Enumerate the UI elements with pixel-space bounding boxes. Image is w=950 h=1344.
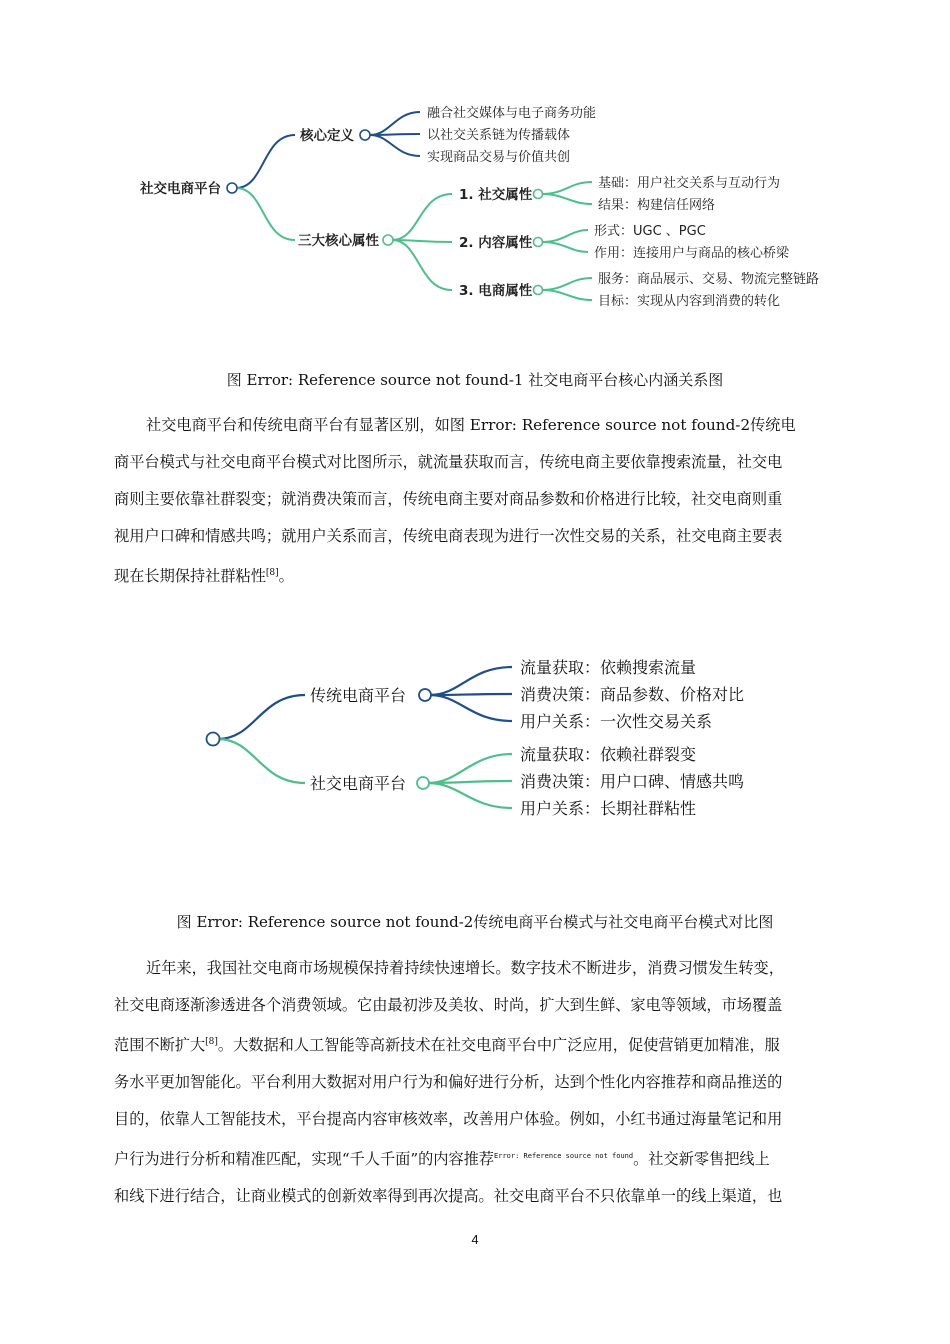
para2-line-2: 社交电商逐渐渗透进各个消费领域。它由最初涉及美妆、时尚，扩大到生鲜、家电等领域，市场覆盖 bbox=[114, 996, 783, 1014]
attr3-item-1: 服务：商品展示、交易、物流完整链路 bbox=[598, 272, 820, 287]
edge-a2-1 bbox=[542, 230, 588, 242]
core-node-circle bbox=[360, 130, 370, 140]
figure-2-caption: 图 Error: Reference source not found-2传统电商平台模式与社交电商平台模式对比图 bbox=[176, 913, 774, 931]
edge-trad-3 bbox=[430, 695, 512, 721]
para2-line-6-a: 户行为进行分析和精准匹配，实现“千人千面”的内容推荐 bbox=[114, 1150, 495, 1168]
page-number: 4 bbox=[471, 1232, 479, 1247]
para2-line-6 bbox=[114, 1138, 860, 1178]
edge-a2-2 bbox=[542, 242, 588, 252]
trad-item-1: 流量获取：依赖搜索流量 bbox=[520, 658, 697, 677]
trad-item-2: 消费决策：商品参数、价格对比 bbox=[520, 685, 745, 704]
attr1-item-2: 结果：构建信任网络 bbox=[598, 198, 716, 213]
attrs-node-circle bbox=[383, 235, 393, 245]
attr1-label: 1. 社交属性 bbox=[459, 187, 533, 203]
edge-root-attrs bbox=[236, 188, 295, 240]
citation-8b: [8] bbox=[205, 1037, 218, 1047]
edge-attrs-3 bbox=[392, 240, 452, 290]
core-item-2: 以社交关系链为传播载体 bbox=[427, 128, 571, 143]
para2-line-4: 务水平更加智能化。平台利用大数据对用户行为和偏好进行分析，达到个性化内容推荐和商品推送的 bbox=[114, 1073, 783, 1091]
edge-soc-1 bbox=[428, 754, 512, 783]
para1-line-3: 商则主要依靠社群裂变；就消费决策而言，传统电商主要对商品参数和价格进行比较，社交电商则重 bbox=[114, 490, 783, 508]
para2-line-7: 和线下进行结合，让商业模式的创新效率得到再次提高。社交电商平台不只依靠单一的线上渠道，也 bbox=[114, 1187, 783, 1205]
edge-a1-2 bbox=[542, 194, 592, 204]
edge-core-2 bbox=[370, 134, 420, 135]
para2-line-3-b: 。大数据和人工智能等高新技术在社交电商平台中广泛应用，促使营销更加精准，服 bbox=[217, 1036, 780, 1054]
edge-a1-1 bbox=[542, 182, 592, 194]
para1-line-1: 社交电商平台和传统电商平台有显著区别，如图 Error: Reference source not found-2传统电 bbox=[146, 416, 796, 434]
edge-attrs-1 bbox=[392, 194, 452, 240]
edge-root-traditional bbox=[218, 695, 305, 739]
citation-error: Error: Reference source not found bbox=[494, 1152, 634, 1160]
citation-8: [8] bbox=[265, 568, 279, 578]
attrs-label: 三大核心属性 bbox=[298, 233, 379, 249]
traditional-node-circle bbox=[419, 689, 431, 701]
edge-a3-2 bbox=[542, 290, 592, 300]
para2-line-6-b: 。社交新零售把线上 bbox=[633, 1150, 770, 1168]
attr2-node-circle bbox=[534, 238, 543, 247]
core-label: 核心定义 bbox=[300, 128, 354, 144]
attr3-item-2: 目标：实现从内容到消费的转化 bbox=[598, 294, 781, 309]
para1-line-2: 商平台模式与社交电商平台模式对比图所示，就流量获取而言，传统电商主要依靠搜索流量，社交电 bbox=[114, 453, 783, 471]
trad-item-3: 用户关系：一次性交易关系 bbox=[520, 712, 713, 731]
para2-line-1: 近年来，我国社交电商市场规模保持着持续快速增长。数字技术不断进步，消费习惯发生转变， bbox=[146, 959, 784, 977]
figure-1-mindmap bbox=[0, 90, 950, 330]
edge-a3-1 bbox=[542, 278, 592, 290]
para1-line-4: 视用户口碑和情感共鸣；就用户关系而言，传统电商表现为进行一次性交易的关系，社交电商主要表 bbox=[114, 527, 783, 545]
paragraph-2 bbox=[114, 950, 860, 1215]
core-item-3: 实现商品交易与价值共创 bbox=[427, 150, 571, 165]
para1-last-text: 现在长期保持社群粘性 bbox=[114, 567, 266, 585]
edge-core-1 bbox=[370, 112, 420, 135]
soc-item-3: 用户关系：长期社群粘性 bbox=[520, 799, 697, 818]
root-node-circle bbox=[227, 183, 237, 193]
para2-line-3 bbox=[114, 1024, 860, 1064]
para2-line-3-a: 范围不断扩大 bbox=[114, 1036, 206, 1054]
para1-line-5 bbox=[114, 555, 860, 595]
social-node-circle bbox=[417, 777, 429, 789]
figure-1-caption: 图 Error: Reference source not found-1 社交电商平台核心内涵关系图 bbox=[226, 371, 724, 389]
attr3-node-circle bbox=[534, 286, 543, 295]
figure-2-mindmap bbox=[0, 640, 950, 840]
core-item-1: 融合社交媒体与电子商务功能 bbox=[427, 106, 597, 121]
traditional-label: 传统电商平台 bbox=[310, 686, 407, 705]
attr2-item-1: 形式：UGC 、PGC bbox=[594, 224, 706, 239]
edge-root-social bbox=[218, 739, 305, 783]
root2-node-circle bbox=[207, 733, 220, 746]
edge-soc-3 bbox=[428, 783, 512, 808]
edge-root-core bbox=[236, 135, 295, 188]
attr2-item-2: 作用：连接用户与商品的核心桥梁 bbox=[594, 246, 790, 261]
attr3-label: 3. 电商属性 bbox=[459, 283, 533, 299]
edge-trad-1 bbox=[430, 667, 512, 695]
social-label: 社交电商平台 bbox=[310, 774, 407, 793]
root-label: 社交电商平台 bbox=[140, 181, 221, 197]
soc-item-1: 流量获取：依赖社群裂变 bbox=[520, 745, 697, 764]
edge-trad-2 bbox=[430, 694, 512, 695]
soc-item-2: 消费决策：用户口碑、情感共鸣 bbox=[520, 772, 745, 791]
attr2-label: 2. 内容属性 bbox=[459, 235, 533, 251]
attr1-item-1: 基础：用户社交关系与互动行为 bbox=[598, 176, 781, 191]
edge-core-3 bbox=[370, 135, 420, 156]
para2-line-5: 目的，依靠人工智能技术，平台提高内容审核效率，改善用户体验。例如，小红书通过海量笔记和用 bbox=[114, 1110, 783, 1128]
attr1-node-circle bbox=[534, 190, 543, 199]
para1-end: 。 bbox=[278, 567, 294, 585]
paragraph-1 bbox=[114, 407, 860, 595]
